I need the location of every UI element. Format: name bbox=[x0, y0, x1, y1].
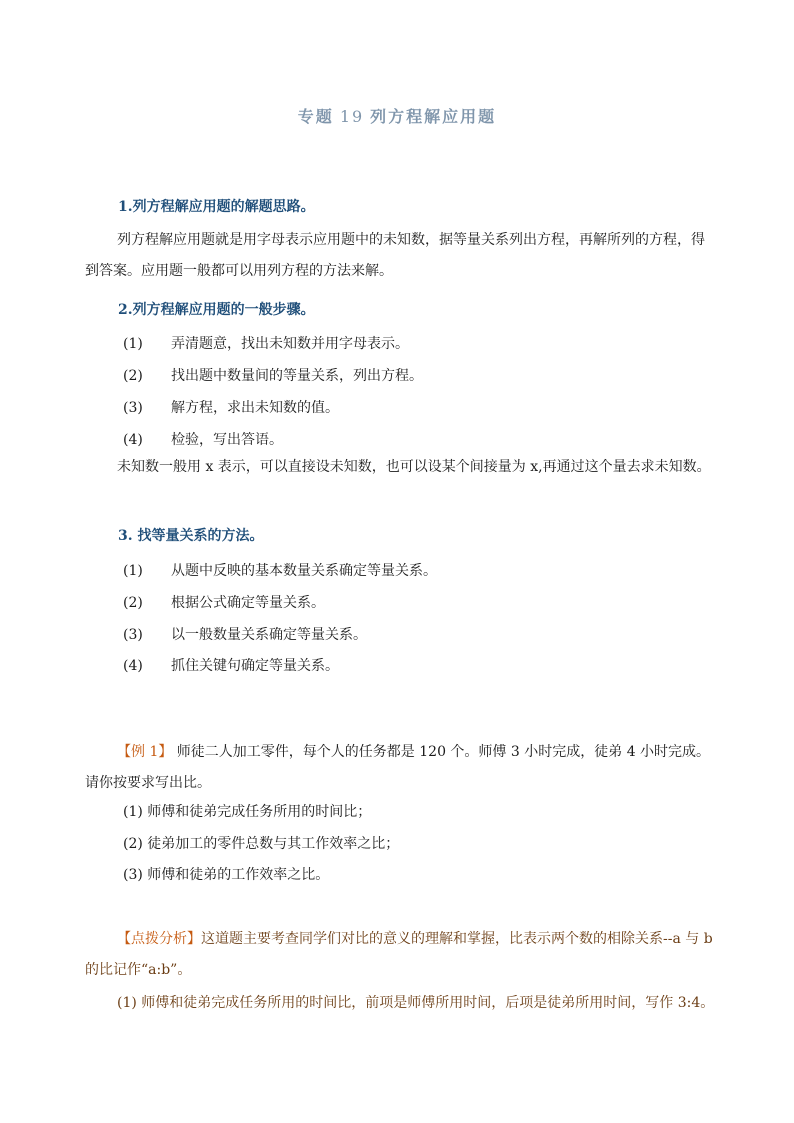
section2-step bbox=[123, 365, 423, 385]
section2-note: 未知数一般用 x 表示，可以直接设未知数，也可以设某个间接量为 x,再通过这个量去求未知数。 bbox=[117, 459, 711, 475]
step-index: (4) bbox=[123, 432, 143, 448]
step-index: (1) bbox=[123, 563, 143, 579]
section3-step bbox=[123, 655, 339, 675]
analysis-item: (1) 师傅和徒弟完成任务所用的时间比，前项是师傅所用时间，后项是徒弟所用时间，写作 3:4。 bbox=[117, 995, 715, 1011]
example-text: 师徒二人加工零件，每个人的任务都是 120 个。师傅 3 小时完成，徒弟 4 小时完成。请你按要求写出比。 bbox=[85, 744, 711, 791]
step-text: 检验，写出答语。 bbox=[171, 432, 283, 448]
step-index: (1) bbox=[123, 336, 143, 352]
section2-heading: 2.列方程解应用题的一般步骤。 bbox=[118, 302, 315, 318]
step-text: 根据公式确定等量关系。 bbox=[171, 595, 325, 611]
section2-step bbox=[123, 429, 283, 449]
analysis-paragraph bbox=[85, 924, 715, 986]
example-item: (3) 师傅和徒弟的工作效率之比。 bbox=[123, 867, 330, 883]
step-index: (3) bbox=[123, 400, 143, 416]
step-text: 从题中反映的基本数量关系确定等量关系。 bbox=[171, 563, 437, 579]
step-text: 解方程，求出未知数的值。 bbox=[171, 400, 339, 416]
example-paragraph bbox=[85, 737, 715, 799]
analysis-tag: 【点拨分析】 bbox=[117, 931, 201, 947]
section2-step bbox=[123, 397, 339, 417]
example-item: (1) 师傅和徒弟完成任务所用的时间比； bbox=[123, 804, 372, 820]
step-index: (3) bbox=[123, 627, 143, 643]
step-text: 弄清题意，找出未知数并用字母表示。 bbox=[171, 336, 409, 352]
title-text: 列方程解应用题 bbox=[370, 107, 497, 126]
example-tag: 【例 1】 bbox=[117, 744, 173, 760]
section3-step bbox=[123, 592, 325, 612]
step-text: 抓住关键句确定等量关系。 bbox=[171, 658, 339, 674]
title-number: 19 bbox=[339, 107, 365, 126]
analysis-text: 这道题主要考查同学们对比的意义的理解和掌握，比表示两个数的相除关系--a 与 b 的比记作“a:b”。 bbox=[85, 931, 713, 978]
section2-step bbox=[123, 333, 409, 353]
section1-heading: 1.列方程解应用题的解题思路。 bbox=[118, 199, 315, 215]
page-title bbox=[0, 104, 794, 127]
step-index: (2) bbox=[123, 595, 143, 611]
step-index: (2) bbox=[123, 368, 143, 384]
section3-step bbox=[123, 624, 367, 644]
step-text: 找出题中数量间的等量关系，列出方程。 bbox=[171, 368, 423, 384]
section3-step bbox=[123, 560, 437, 580]
title-prefix: 专题 bbox=[297, 107, 334, 126]
section3-heading: 3. 找等量关系的方法。 bbox=[118, 528, 264, 544]
example-item: (2) 徒弟加工的零件总数与其工作效率之比； bbox=[123, 836, 400, 852]
section1-paragraph: 列方程解应用题就是用字母表示应用题中的未知数，据等量关系列出方程，再解所列的方程，得到答案。应用题一般都可以用列方程的方法来解。 bbox=[85, 232, 705, 279]
step-index: (4) bbox=[123, 658, 143, 674]
step-text: 以一般数量关系确定等量关系。 bbox=[171, 627, 367, 643]
